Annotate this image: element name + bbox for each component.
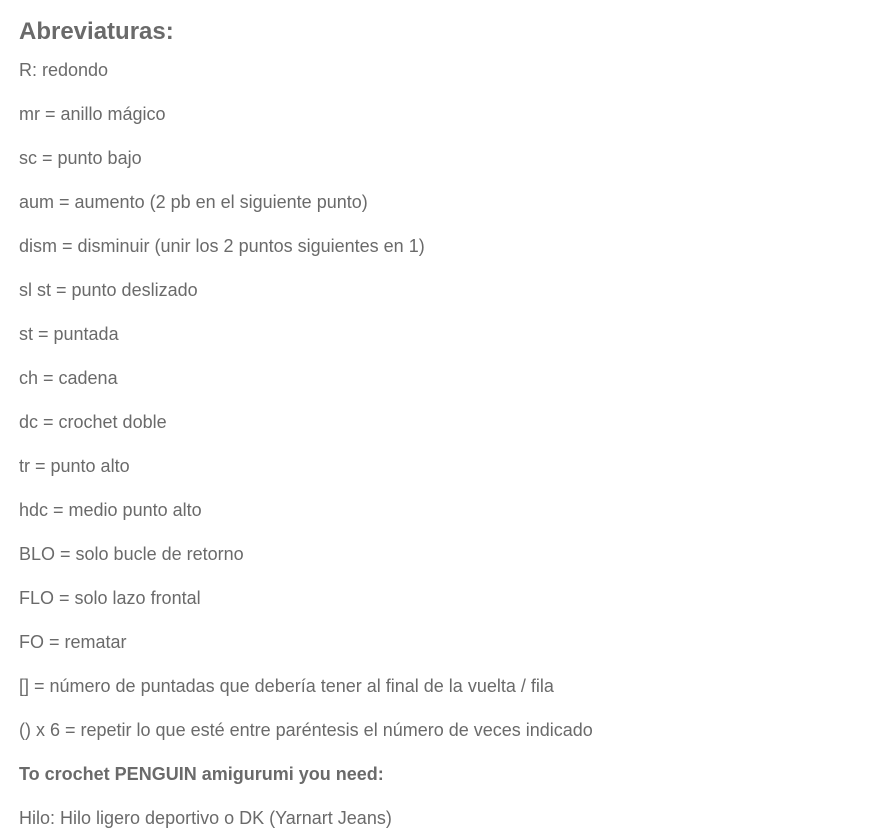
abbreviations-heading: Abreviaturas: — [19, 18, 174, 45]
materials-heading: To crochet PENGUIN amigurumi you need: — [19, 764, 384, 784]
abbreviation-line: R: redondo — [19, 60, 109, 80]
abbreviation-line: dc = crochet doble — [19, 412, 167, 432]
abbreviation-line: ch = cadena — [19, 368, 118, 388]
abbreviation-line: dism = disminuir (unir los 2 puntos siguientes en 1) — [19, 236, 425, 256]
abbreviation-line: BLO = solo bucle de retorno — [19, 544, 244, 564]
abbreviation-line: FLO = solo lazo frontal — [19, 588, 201, 608]
abbreviation-line: tr = punto alto — [19, 456, 130, 476]
abbreviation-line: mr = anillo mágico — [19, 104, 166, 124]
abbreviation-line: aum = aumento (2 pb en el siguiente punto) — [19, 192, 368, 212]
abbreviation-line: [] = número de puntadas que debería tener al final de la vuelta / fila — [19, 676, 554, 696]
abbreviation-line: sc = punto bajo — [19, 148, 142, 168]
abbreviation-line: hdc = medio punto alto — [19, 500, 202, 520]
abbreviation-line: () x 6 = repetir lo que esté entre paréntesis el número de veces indicado — [19, 720, 593, 740]
yarn-line: Hilo: Hilo ligero deportivo o DK (Yarnart Jeans) — [19, 808, 392, 828]
abbreviation-line: sl st = punto deslizado — [19, 280, 198, 300]
abbreviation-line: FO = rematar — [19, 632, 127, 652]
abbreviation-line: st = puntada — [19, 324, 119, 344]
